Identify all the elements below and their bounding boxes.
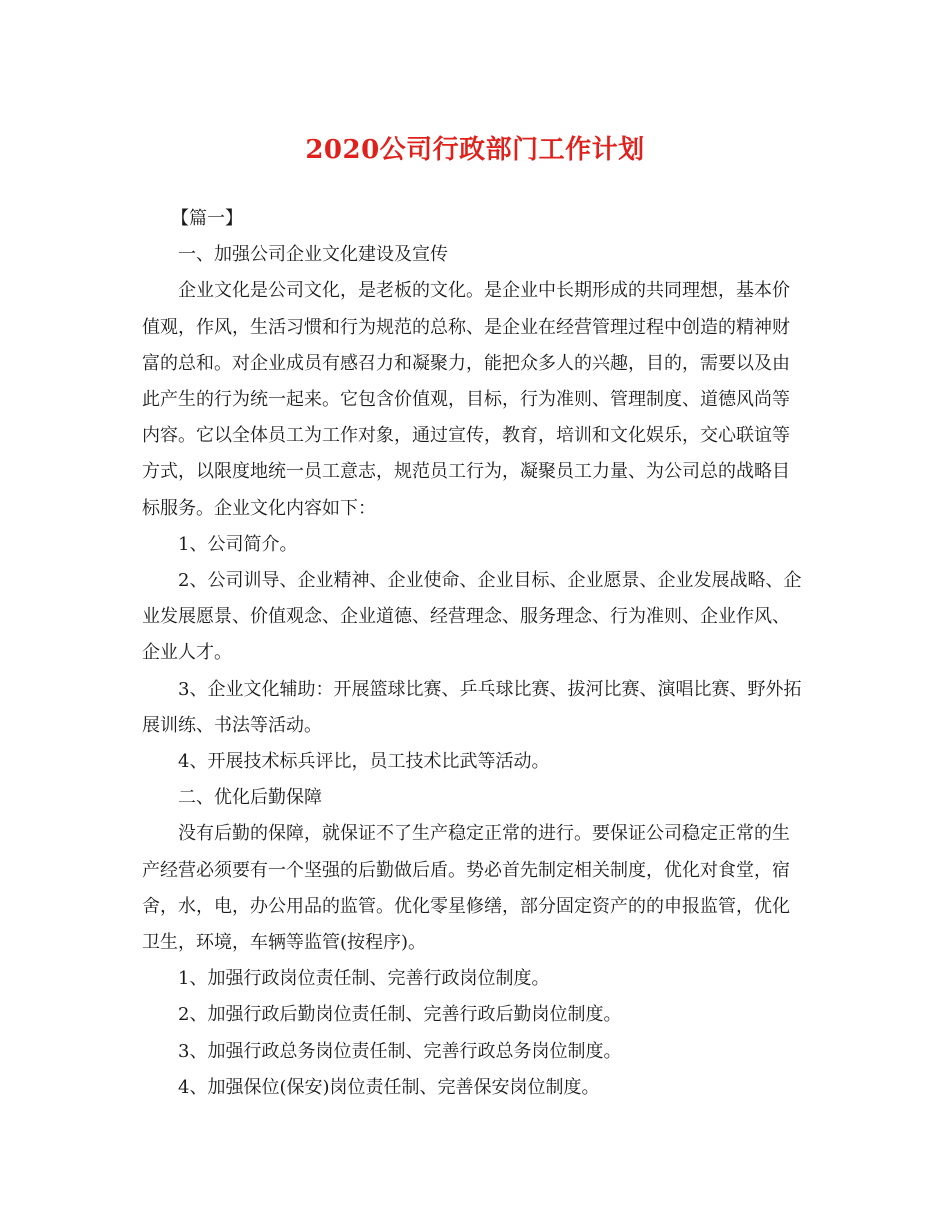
- document-title: 2020公司行政部门工作计划: [305, 135, 645, 165]
- list-item: 3、加强行政总务岗位责任制、完善行政总务岗位制度。: [178, 1040, 622, 1062]
- list-item: 2、加强行政后勤岗位责任制、完善行政后勤岗位制度。: [178, 1004, 622, 1026]
- list-item: 1、公司简介。: [178, 533, 298, 555]
- section-heading: 二、优化后勤保障: [178, 787, 322, 809]
- list-item: 3、企业文化辅助：开展篮球比赛、乒乓球比赛、拔河比赛、演唱比赛、野外拓展训练、书法等活动。: [142, 678, 802, 736]
- list-item: 2、公司训导、企业精神、企业使命、企业目标、企业愿景、企业发展战略、企业发展愿景、价值观念、企业道德、经营理念、服务理念、行为准则、企业作风、企业人才。: [142, 570, 802, 664]
- document-body: [142, 201, 802, 1106]
- body-paragraph: 企业文化是公司文化，是老板的文化。是企业中长期形成的共同理想，基本价值观，作风，生活习惯和行为规范的总称、是企业在经营管理过程中创造的精神财富的总和。对企业成员有感召力和凝聚力，能把众多人的兴趣，目的，需要以及由此产生的行为统一起来。它包含价值观，目标，行为准则、管理制度、道德风尚等内容。它以全体员工为工作对象，通过宣传，教育，培训和文化娱乐，交心联谊等方式，以限度地统一员工意志，规范员工行为，凝聚员工力量、为公司总的战略目标服务。企业文化内容如下：: [142, 280, 790, 519]
- list-item: 1、加强行政岗位责任制、完善行政岗位制度。: [178, 968, 550, 990]
- body-paragraph: 没有后勤的保障，就保证不了生产稳定正常的进行。要保证公司稳定正常的生产经营必须要有一个坚强的后勤做后盾。势必首先制定相关制度，优化对食堂，宿舍，水，电，办公用品的监管。优化零星修缮，部分固定资产的的申报监管，优化卫生，环境，车辆等监管(按程序)。: [142, 823, 790, 954]
- list-item: 4、加强保位(保安)岗位责任制、完善保安岗位制度。: [178, 1076, 600, 1098]
- section-heading: 一、加强公司企业文化建设及宣传: [178, 244, 448, 266]
- section-label: 【篇一】: [171, 208, 243, 229]
- list-item: 4、开展技术标兵评比，员工技术比武等活动。: [178, 751, 550, 773]
